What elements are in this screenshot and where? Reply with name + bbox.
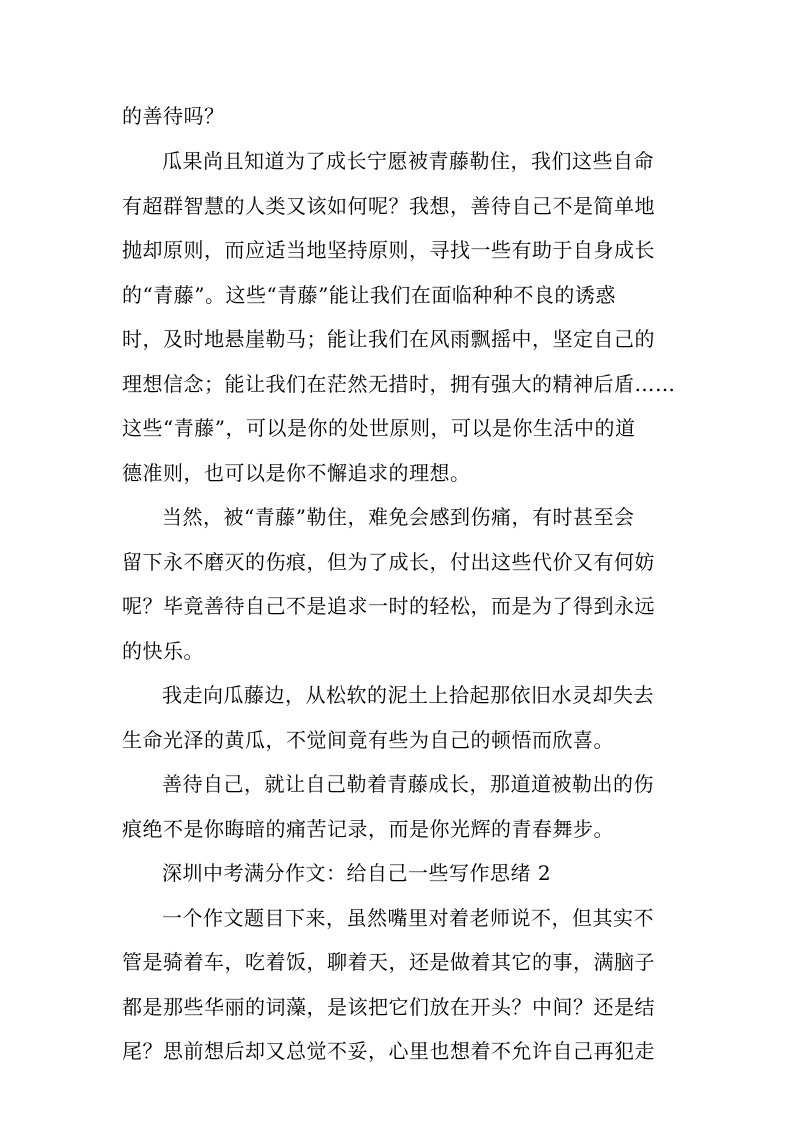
text-line: 善待自己，就让自己勒着青藤成长，那道道被勒出的伤 — [162, 772, 654, 796]
text-line: 留下永不磨灭的伤痕，但为了成长，付出这些代价又有何妨 — [122, 550, 655, 574]
text-line: 的快乐。 — [122, 639, 204, 663]
text-line: 我走向瓜藤边，从松软的泥土上拾起那依旧水灵却失去 — [162, 683, 654, 707]
text-line: 痕绝不是你晦暗的痛苦记录，而是你光辉的青春舞步。 — [122, 817, 614, 841]
text-line: 德准则，也可以是你不懈追求的理想。 — [122, 461, 471, 485]
text-line: 抛却原则，而应适当地坚持原则，寻找一些有助于自身成长 — [122, 238, 655, 262]
text-line: 呢？毕竟善待自己不是追求一时的轻松，而是为了得到永远 — [122, 594, 655, 618]
text-line: 当然，被“青藤”勒住，难免会感到伤痛，有时甚至会 — [162, 505, 635, 529]
text-line: 这些“青藤”，可以是你的处世原则，可以是你生活中的道 — [122, 416, 636, 440]
text-line: 时，及时地悬崖勒马；能让我们在风雨飘摇中，坚定自己的 — [122, 327, 655, 351]
text-line: 都是那些华丽的词藻，是该把它们放在开头？中间？还是结 — [122, 995, 655, 1019]
text-line: 瓜果尚且知道为了成长宁愿被青藤勒住，我们这些自命 — [162, 149, 654, 173]
text-line: 生命光泽的黄瓜，不觉间竟有些为自己的顿悟而欣喜。 — [122, 728, 614, 752]
text-line: 尾？思前想后却又总觉不妥，心里也想着不允许自己再犯走 — [122, 1039, 655, 1063]
text-line: 一个作文题目下来，虽然嘴里对着老师说不，但其实不 — [162, 906, 654, 930]
text-line: 理想信念；能让我们在茫然无措时，拥有强大的精神后盾…… — [122, 372, 676, 396]
text-line: 的“青藤”。这些“青藤”能让我们在面临种种不良的诱惑 — [122, 283, 616, 307]
text-line: 的善待吗？ — [122, 104, 225, 128]
text-line: 管是骑着车，吃着饭，聊着天，还是做着其它的事，满脑子 — [122, 950, 655, 974]
text-line: 有超群智慧的人类又该如何呢？我想，善待自己不是简单地 — [122, 194, 655, 218]
section-heading: 深圳中考满分作文：给自己一些写作思绪 2 — [162, 861, 552, 885]
